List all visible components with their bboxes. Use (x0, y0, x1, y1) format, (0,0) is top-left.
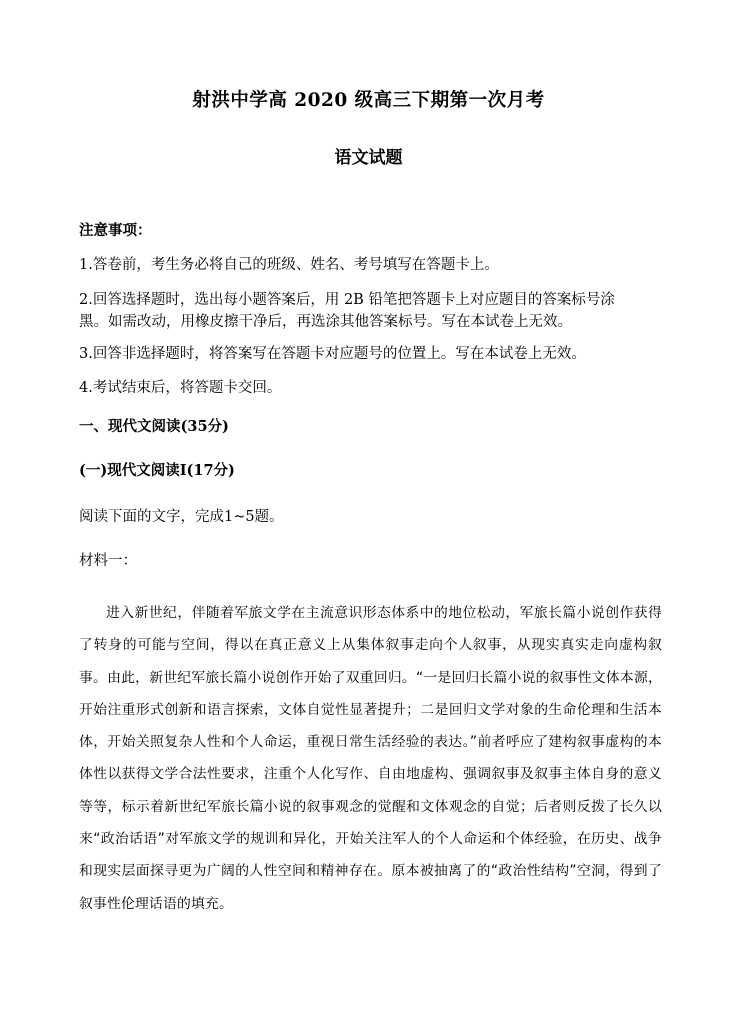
material-paragraph: 进入新世纪，伴随着军旅文学在主流意识形态体系中的地位松动，军旅长篇小说创作获得了转身的可能与空间，得以在真正意义上从集体叙事走向个人叙事，从现实真实走向虚构叙事。由此，新世纪军旅长篇小说创作开始了双重回归。“一是回归长篇小说的叙事性文体本源，开始注重形式创新和语言探索，文体自觉性显著提升；二是回归文学对象的生命伦理和生活本体，开始关照复杂人性和个人命运，重视日常生活经验的表达。”前者呼应了建构叙事虚构的本体性以获得文学合法性要求，注重个人化写作、自由地虚构、强调叙事及叙事主体自身的意义等等，标示着新世纪军旅长篇小说的叙事观念的觉醒和文体观念的自觉；后者则反拨了长久以来“政治话语”对军旅文学的规训和异化，开始关注军人的个人命运和个体经验，在历史、战争和现实层面探寻更为广阔的人性空间和精神存在。原本被抽离了的“政治性结构”空洞，得到了叙事性伦理话语的填充。 (79, 605, 662, 912)
notice-item-4: 4.考试结束后，将答题卡交回。 (79, 380, 282, 396)
notice-item-3: 3.回答非选择题时，将答案写在答题卡对应题号的位置上。写在本试卷上无效。 (79, 346, 586, 362)
reading-instruction: 阅读下面的文字，完成1~5题。 (79, 509, 284, 525)
exam-title: 射洪中学高 2020 级高三下期第一次月考 (192, 90, 545, 111)
material-label: 材料一： (79, 553, 137, 569)
subsection-heading: (一)现代文阅读Ⅰ(17分) (79, 462, 235, 479)
notice-item-2: 2.回答选择题时，选出每小题答案后，用 2B 铅笔把答题卡上对应题目的答案标号涂 (79, 292, 615, 308)
notice-item-2-cont: 黑。如需改动，用橡皮擦干净后，再选涂其他答案标号。写在本试卷上无效。 (79, 314, 572, 330)
section-heading: 一、现代文阅读(35分) (79, 418, 229, 435)
notice-heading: 注意事项： (79, 222, 152, 239)
subject-title: 语文试题 (334, 148, 403, 168)
notice-item-1: 1.答卷前，考生务必将自己的班级、姓名、考号填写在答题卡上。 (79, 257, 499, 273)
